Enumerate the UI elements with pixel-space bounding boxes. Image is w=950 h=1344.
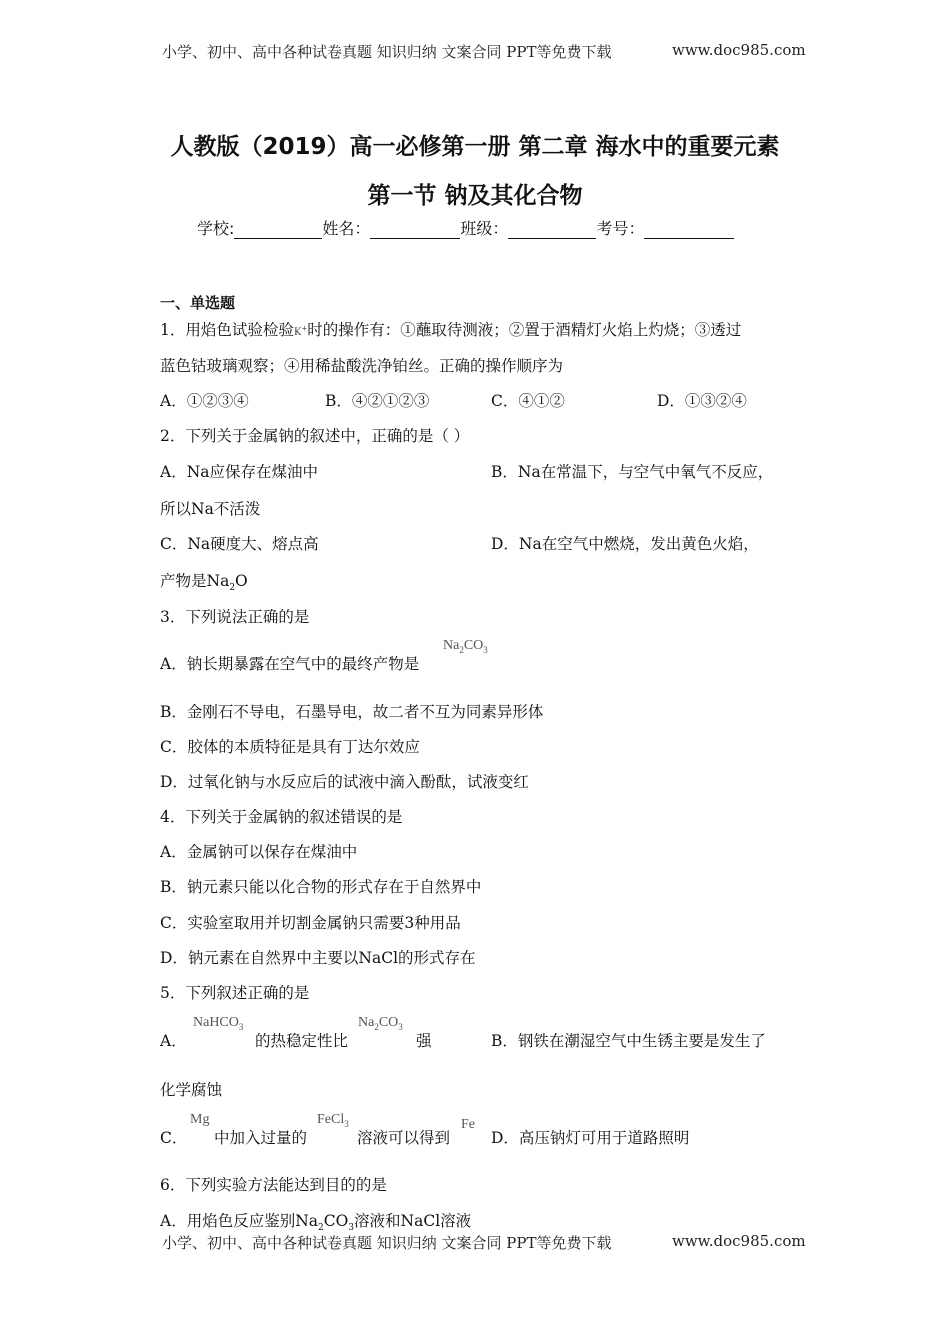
q5-fecl3-formula: FeCl$_3$: [317, 1112, 349, 1129]
q2-option-a[interactable]: A．Na应保存在煤油中: [160, 463, 318, 481]
question-2-stem: 2．下列关于金属钠的叙述中，正确的是（ ）: [160, 427, 470, 445]
class-label: 班级：: [460, 219, 509, 238]
q5-option-b-cont: 化学腐蚀: [160, 1081, 223, 1099]
page-header-text: 小学、初中、高中各种试卷真题 知识归纳 文案合同 PPT等免费下载: [162, 43, 612, 61]
q1-option-c[interactable]: C．④①②: [491, 392, 565, 410]
q5-option-a-label[interactable]: A．: [160, 1032, 187, 1050]
q5-option-d[interactable]: D．高压钠灯可用于道路照明: [491, 1129, 690, 1147]
school-blank[interactable]: [234, 222, 322, 239]
q1-option-b[interactable]: B．④②①②③: [325, 392, 430, 410]
q5-na2co3-formula: $Na_2CO_3$: [358, 1015, 403, 1032]
name-label: 姓名：: [322, 219, 371, 238]
q1-option-a[interactable]: A．①②③④: [160, 392, 249, 410]
page-header-site: www.doc985.com: [672, 41, 806, 59]
question-6-stem: 6．下列实验方法能达到目的的是: [160, 1176, 387, 1194]
q5-option-a-text: 的热稳定性比: [255, 1032, 349, 1050]
q1-option-d[interactable]: D．①③②④: [657, 392, 747, 410]
class-blank[interactable]: [508, 222, 596, 239]
question-4-stem: 4．下列关于金属钠的叙述错误的是: [160, 808, 403, 826]
q4-option-d[interactable]: D．钠元素在自然界中主要以NaCl的形式存在: [160, 949, 476, 967]
q4-option-c[interactable]: C．实验室取用并切割金属钠只需要3种用品: [160, 914, 461, 932]
exam-no-label: 考号：: [596, 219, 645, 238]
exam-no-blank[interactable]: [644, 222, 734, 239]
name-blank[interactable]: [370, 222, 460, 239]
q5-option-b[interactable]: B．钢铁在潮湿空气中生锈主要是发生了: [491, 1032, 766, 1050]
question-5-stem: 5．下列叙述正确的是: [160, 984, 310, 1002]
page-footer-text: 小学、初中、高中各种试卷真题 知识归纳 文案合同 PPT等免费下载: [162, 1234, 612, 1252]
q3-option-a[interactable]: A．钠长期暴露在空气中的最终产物是: [160, 655, 420, 673]
q2-option-d-cont: 产物是$Na_2O$: [160, 572, 248, 594]
q2-option-b[interactable]: B．Na在常温下，与空气中氧气不反应，: [491, 463, 774, 481]
student-info-row: [197, 216, 734, 239]
q2-option-d[interactable]: D．Na在空气中燃烧，发出黄色火焰，: [491, 535, 759, 553]
q6-option-a[interactable]: A．用焰色反应鉴别$Na_2CO_3$溶液和NaCl溶液: [160, 1212, 472, 1234]
q4-option-a[interactable]: A．金属钠可以保存在煤油中: [160, 843, 358, 861]
q2-option-c[interactable]: C．Na硬度大、熔点高: [160, 535, 319, 553]
q3-option-d[interactable]: D．过氧化钠与水反应后的试液中滴入酚酞，试液变红: [160, 773, 529, 791]
question-1-stem-cont: 蓝色钴玻璃观察；④用稀盐酸洗净铂丝。正确的操作顺序为: [160, 357, 564, 375]
q5-option-c-label[interactable]: C．: [160, 1129, 188, 1147]
doc-title-line2: 第一节 钠及其化合物: [367, 183, 583, 209]
q3-option-c[interactable]: C．胶体的本质特征是具有丁达尔效应: [160, 738, 420, 756]
k-ion-formula: K+: [293, 324, 308, 338]
question-3-stem: 3．下列说法正确的是: [160, 608, 310, 626]
q4-option-b[interactable]: B．钠元素只能以化合物的形式存在于自然界中: [160, 878, 482, 896]
q5-fe-formula: Fe: [461, 1117, 475, 1132]
q5-mg-formula: Mg: [190, 1112, 210, 1127]
q5-option-c-text: 中加入过量的: [214, 1129, 308, 1147]
q2-option-b-cont: 所以Na不活泼: [160, 500, 261, 518]
question-1-stem: 1．用焰色试验检验K+时的操作有：①蘸取待测液；②置于酒精灯火焰上灼烧；③透过: [160, 321, 742, 339]
section-heading: 一、单选题: [160, 294, 236, 312]
school-label: 学校:: [197, 219, 235, 238]
doc-title-line1: 人教版（2019）高一必修第一册 第二章 海水中的重要元素: [170, 134, 780, 160]
q3-na2co3-formula: $Na_2CO_3$: [443, 638, 488, 655]
q5-option-a-end: 强: [416, 1032, 432, 1050]
page-footer-site: www.doc985.com: [672, 1232, 806, 1250]
q5-nahco3-formula: NaHCO$_3$: [193, 1015, 244, 1032]
q5-option-c-text2: 溶液可以得到: [357, 1129, 451, 1147]
q3-option-b[interactable]: B．金刚石不导电，石墨导电，故二者不互为同素异形体: [160, 703, 544, 721]
